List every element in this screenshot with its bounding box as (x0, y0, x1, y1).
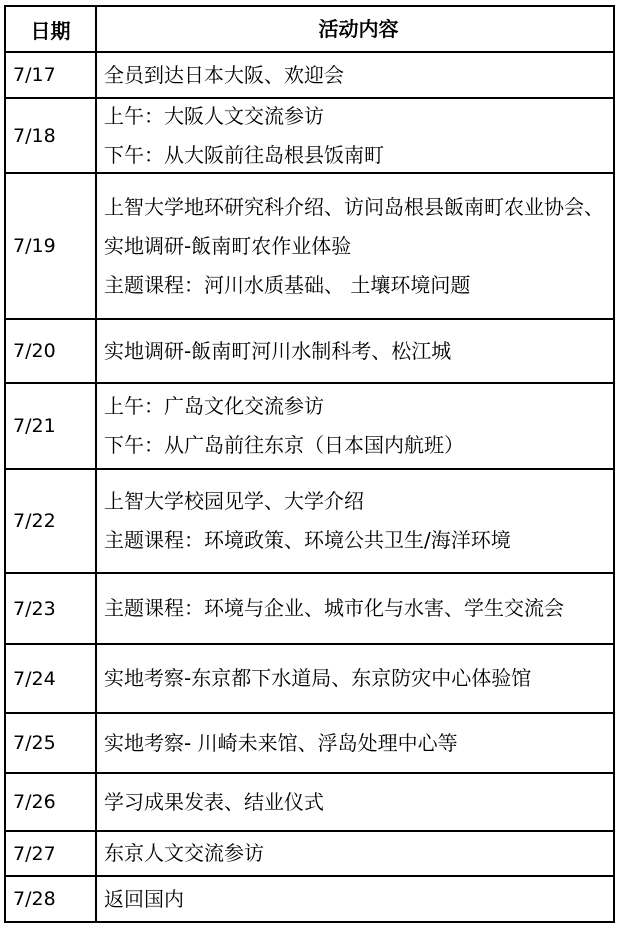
activity-line: 实地考察-东京都下水道局、东京防灾中心体验馆 (104, 666, 532, 690)
table-row (6, 572, 613, 643)
date-cell: 7/28 (6, 877, 97, 921)
activity-line: 上智大学地环研究科介绍、访问岛根县飯南町农业协会、 (104, 194, 604, 219)
activity-cell (97, 320, 613, 382)
activity-cell (97, 877, 613, 921)
activity-line: 上午：大阪人文交流参访 (104, 103, 324, 128)
activity-line: 实地调研-飯南町河川水制科考、松江城 (104, 338, 452, 363)
activity-cell (97, 574, 613, 643)
table-row (6, 772, 613, 830)
header-date-cell: 日期 (6, 7, 97, 51)
activity-line: 全员到达日本大阪、欢迎会 (104, 62, 344, 87)
table-row (6, 830, 613, 875)
table-row (6, 318, 613, 382)
table-row (6, 97, 613, 172)
activity-line: 上智大学校园见学、大学介绍 (104, 489, 364, 513)
date-cell: 7/22 (6, 470, 97, 572)
activity-line: 主题课程：环境与企业、城市化与水害、学生交流会 (104, 596, 564, 620)
date-cell: 7/19 (6, 174, 97, 318)
activity-line: 东京人文交流参访 (104, 841, 264, 865)
activity-line: 下午：从大阪前往岛根县饭南町 (104, 142, 384, 167)
activity-line: 主题课程：环境政策、环境公共卫生/海洋环境 (104, 528, 511, 552)
activity-cell (97, 174, 613, 318)
activity-cell (97, 645, 613, 712)
date-cell: 7/17 (6, 53, 97, 97)
activity-cell (97, 99, 613, 172)
activity-line: 学习成果发表、结业仪式 (104, 789, 324, 814)
table-row (6, 712, 613, 772)
table-header-row (6, 7, 613, 51)
table-row (6, 468, 613, 572)
date-cell: 7/25 (6, 714, 97, 772)
date-cell: 7/18 (6, 99, 97, 172)
activity-line: 上午：广岛文化交流参访 (104, 394, 324, 418)
activity-cell (97, 714, 613, 772)
activity-line: 实地调研-飯南町农作业体验 (104, 233, 352, 258)
activity-line: 实地考察- 川崎未来馆、浮岛处理中心等 (104, 730, 458, 755)
activity-cell (97, 384, 613, 468)
activity-cell (97, 53, 613, 97)
activity-cell (97, 470, 613, 572)
date-cell: 7/27 (6, 832, 97, 875)
table-row (6, 172, 613, 318)
date-cell: 7/23 (6, 574, 97, 643)
date-cell: 7/24 (6, 645, 97, 712)
table-row (6, 875, 613, 921)
date-cell: 7/26 (6, 774, 97, 830)
activity-cell (97, 832, 613, 875)
activity-line: 返回国内 (104, 886, 184, 911)
schedule-table (4, 5, 615, 923)
date-cell: 7/21 (6, 384, 97, 468)
activity-line: 下午：从广岛前往东京（日本国内航班） (104, 433, 464, 457)
table-row (6, 643, 613, 712)
table-row (6, 382, 613, 468)
date-cell: 7/20 (6, 320, 97, 382)
activity-cell (97, 774, 613, 830)
activity-line: 主题课程：河川水质基础、 土壤环境问题 (104, 272, 471, 297)
header-activity-cell (97, 7, 613, 51)
header-activity-label: 活动内容 (318, 16, 399, 41)
table-row (6, 51, 613, 97)
